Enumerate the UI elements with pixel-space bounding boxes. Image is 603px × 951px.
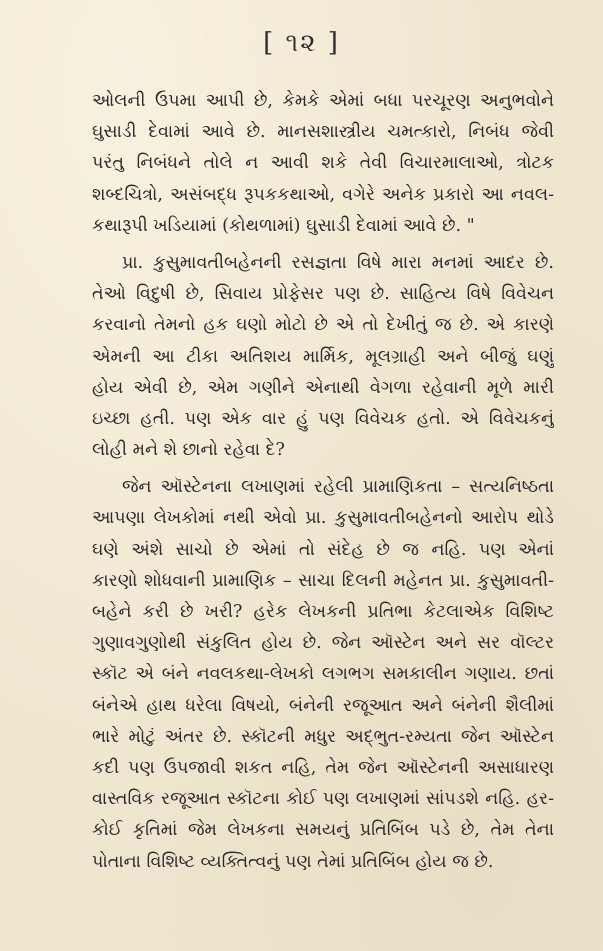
paragraph-2	[92, 248, 554, 466]
text-line: ઇચ્છા હતી. પણ એક વાર હું પણ વિવેચક હતો. એ વિવેચકનું	[92, 408, 554, 429]
text-line: શબ્દચિત્રો, અસંબદ્ધ રૂપકકથાઓ, વગેરે અનેક પ્રકારો આ નવલ-	[92, 184, 554, 205]
text-line: વાસ્તવિક રજૂઆત સ્કૉટના કોઈ પણ લખાણમાં સાંપડશે નહિ. હર-	[92, 789, 554, 810]
text-line: સ્કૉટ એ બંને નવલકથા-લેખકો લગભગ સમકાલીન ગણાય. છતાં	[92, 664, 554, 685]
text-line: લોહી મને શે છાનો રહેવા દે?	[92, 440, 285, 461]
paragraph-1	[92, 86, 554, 242]
text-line: આપણા લેખકોમાં નથી એવો પ્રા. કુસુમાવતીબહેનનો આરોપ થોડે	[92, 508, 554, 529]
text-line: ઓલની ઉપમા આપી છે, કેમકે એમાં બધા પરચૂરણ અનુભવોને	[92, 91, 554, 111]
text-line: જેન ઑસ્ટેનના લખાણમાં રહેલી પ્રામાણિકતા – સત્યનિષ્ઠતા	[122, 477, 554, 498]
text-line: હોય એવી છે, એમ ગણીને એનાથી વેગળા રહેવાની મૂળે મારી	[92, 377, 554, 398]
text-line: પરંતુ નિબંધને તોલે ન આવી શકે તેવી વિચારમાલાઓ, ત્રોટક	[92, 153, 554, 174]
text-line: કથારૂપી ખડિયામાં (કોથળામાં) ઘુસાડી દેવામાં આવે છે. "	[92, 215, 475, 236]
paragraph-3	[92, 472, 554, 877]
text-line: ઘુસાડી દેવામાં આવે છે. માનસશાસ્ત્રીય ચમત્કારો, નિબંધ જેવી	[92, 122, 554, 143]
text-line: પોતાના વિશિષ્ટ વ્યક્તિત્વનું પણ તેમાં પ્રતિબિંબ હોય જ છે.	[92, 851, 494, 872]
text-line: ઘણે અંશે સાચો છે એમાં તો સંદેહ છે જ નહિ. પણ એનાં	[92, 539, 554, 560]
text-line: કારણો શોધવાની પ્રામાણિક – સાચા દિલની મહેનત પ્રા. કુસુમાવતી-	[92, 570, 554, 591]
body-text	[92, 86, 554, 878]
page-number: [ ૧૨ ]	[263, 28, 340, 58]
text-line: ભારે મોટું અંતર છે. સ્કૉટની મધુર અદ્ભુત-રમ્યતા જેન ઑસ્ટેન	[92, 726, 554, 747]
text-line: બંનેએ હાથ ધરેલા વિષયો, બંનેની રજૂઆત અને બંનેની શૈલીમાં	[92, 695, 554, 716]
text-line: એમની આ ટીકા અતિશય માર્મિક, મૂલગ્રાહી અને બીજું ઘણું	[92, 346, 554, 367]
text-line: કરવાનો તેમનો હક ઘણો મોટો છે એ તો દેખીતું જ છે. એ કારણે	[92, 315, 554, 336]
text-line: ગુણાવગુણોથી સંકુલિત હોય છે. જેન ઑસ્ટેન અને સર વૉલ્ટર	[92, 633, 554, 654]
text-line: તેઓ વિદુષી છે, સિવાય પ્રોફેસર પણ છે. સાહિત્ય વિષે વિવેચન	[92, 284, 554, 305]
text-line: બહેને કરી છે ખરી? હરેક લેખકની પ્રતિભા કેટલાએક વિશિષ્ટ	[92, 602, 554, 622]
text-line: કદી પણ ઉપજાવી શકત નહિ, તેમ જેન ઑસ્ટેનની અસાધારણ	[92, 757, 554, 778]
text-line: કોઈ કૃતિમાં જેમ લેખકના સમયનું પ્રતિબિંબ પડે છે, તેમ તેના	[92, 820, 554, 841]
text-line: પ્રા. કુસુમાવતીબહેનની રસજ્ઞતા વિષે મારા મનમાં આદર છે.	[122, 252, 554, 273]
